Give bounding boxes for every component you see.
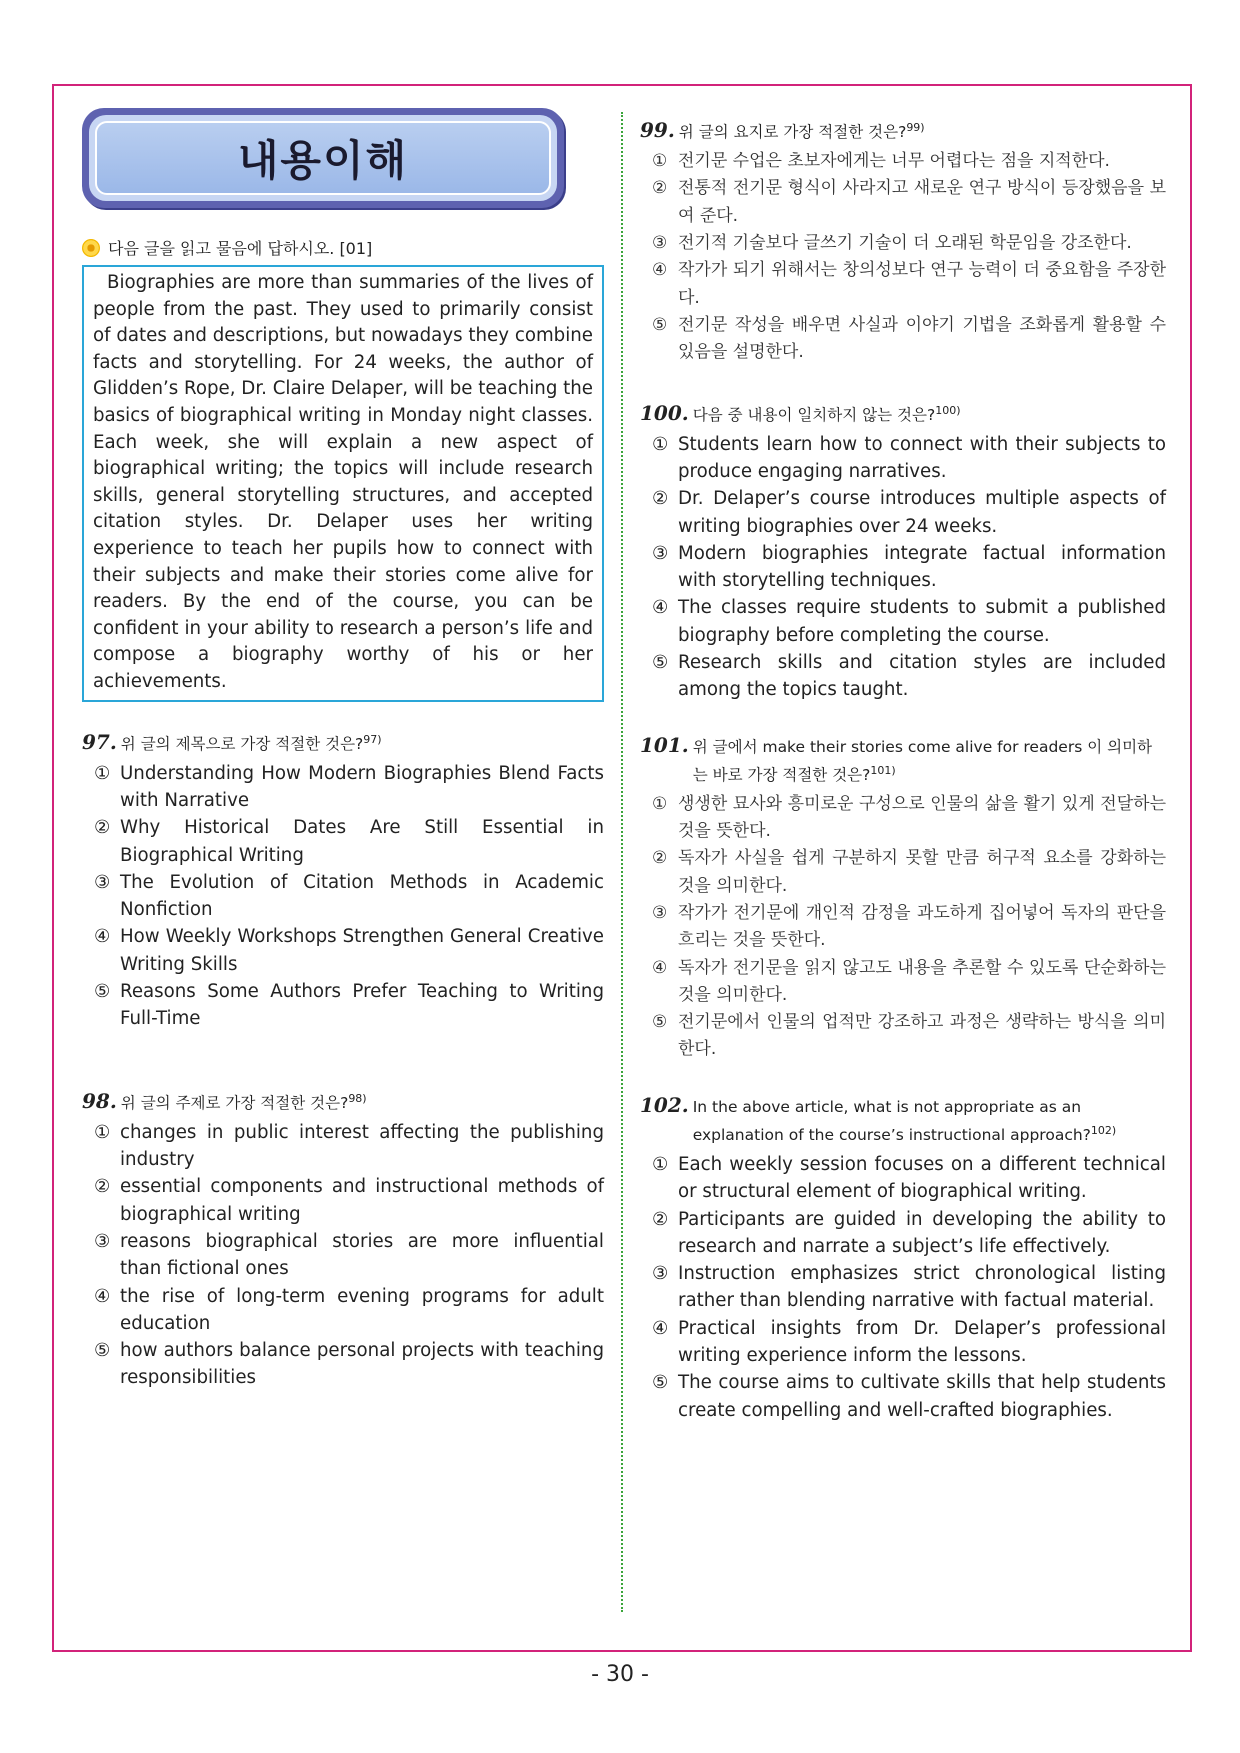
question-number: 102. bbox=[640, 1092, 689, 1117]
question-97 bbox=[82, 728, 604, 1033]
instruction-line bbox=[82, 236, 604, 259]
question-ref: 97) bbox=[363, 732, 382, 746]
option-2[interactable]: ② Dr. Delaper’s course introduces multiple aspects of writing biographies over 24 weeks. bbox=[652, 488, 1166, 537]
question-prompt: 위 글의 주제로 가장 적절한 것은? bbox=[120, 1093, 349, 1112]
instruction-text: 다음 글을 읽고 물음에 답하시오. [01] bbox=[108, 239, 373, 258]
question-prompt: In the above article, what is not appropriate as an explanation of the course’s instructional approach? bbox=[692, 1097, 1091, 1144]
option-1[interactable]: ① changes in public interest affecting the publishing industry bbox=[94, 1121, 604, 1171]
option-4[interactable]: ④ How Weekly Workshops Strengthen General Creative Writing Skills bbox=[94, 926, 604, 975]
option-5[interactable]: ⑤ The course aims to cultivate skills that help students create compelling and well-crafted biographies. bbox=[652, 1372, 1166, 1421]
option-1[interactable]: ① 생생한 묘사와 흥미로운 구성으로 인물의 삶을 활기 있게 전달하는 것을 뜻한다. bbox=[652, 793, 1166, 842]
column-divider bbox=[621, 112, 623, 1612]
right-column bbox=[640, 116, 1166, 1424]
option-5[interactable]: ⑤ 전기문 작성을 배우면 사실과 이야기 기법을 조화롭게 활용할 수 있음을 설명한다. bbox=[652, 314, 1166, 363]
option-2[interactable]: ② Participants are guided in developing the ability to research and narrate a subject’s life effectively. bbox=[652, 1208, 1166, 1257]
question-number: 101. bbox=[640, 732, 689, 757]
section-title: 내용이해 bbox=[237, 136, 409, 185]
question-number: 97. bbox=[82, 729, 117, 754]
question-98 bbox=[82, 1087, 604, 1392]
left-column bbox=[82, 108, 604, 1392]
option-4[interactable]: ④ 독자가 전기문을 읽지 않고도 내용을 추론할 수 있도록 단순화하는 것을 의미한다. bbox=[652, 957, 1166, 1005]
question-prompt: 위 글에서 make their stories come alive for readers 이 의미하는 바로 가장 적절한 것은? bbox=[692, 737, 1153, 784]
option-5[interactable]: ⑤ Research skills and citation styles are included among the topics taught. bbox=[652, 652, 1166, 701]
option-5[interactable]: ⑤ 전기문에서 인물의 업적만 강조하고 과정은 생략하는 방식을 의미한다. bbox=[652, 1012, 1166, 1060]
option-1[interactable]: ① Students learn how to connect with their subjects to produce engaging narratives. bbox=[652, 433, 1166, 482]
section-banner bbox=[82, 108, 564, 208]
option-3[interactable]: ③ The Evolution of Citation Methods in Academic Nonfiction bbox=[94, 871, 604, 921]
option-4[interactable]: ④ 작가가 되기 위해서는 창의성보다 연구 능력이 더 중요함을 주장한다. bbox=[652, 260, 1166, 308]
question-number: 98. bbox=[82, 1088, 117, 1113]
question-number: 99. bbox=[640, 118, 675, 143]
option-1[interactable]: ① Understanding How Modern Biographies Blend Facts with Narrative bbox=[94, 762, 604, 811]
question-ref: 99) bbox=[906, 121, 925, 134]
question-prompt: 위 글의 요지로 가장 적절한 것은? bbox=[678, 123, 907, 142]
question-ref: 101) bbox=[870, 763, 896, 777]
option-5[interactable]: ⑤ Reasons Some Authors Prefer Teaching to Writing Full-Time bbox=[94, 981, 604, 1030]
option-2[interactable]: ② 독자가 사실을 쉽게 구분하지 못할 만큼 허구적 요소를 강화하는 것을 의미한다. bbox=[652, 848, 1166, 896]
option-1[interactable]: ① 전기문 수업은 초보자에게는 너무 어렵다는 점을 지적한다. bbox=[652, 151, 1110, 172]
page-number: - 30 - bbox=[591, 1662, 649, 1687]
question-ref: 102) bbox=[1090, 1123, 1117, 1137]
flower-icon bbox=[82, 239, 100, 257]
option-3[interactable]: ③ reasons biographical stories are more influential than fictional ones bbox=[94, 1230, 604, 1280]
question-prompt: 다음 중 내용이 일치하지 않는 것은? bbox=[692, 405, 936, 424]
option-4[interactable]: ④ Practical insights from Dr. Delaper’s professional writing experience inform the lessons. bbox=[652, 1317, 1166, 1367]
option-3[interactable]: ③ 작가가 전기문에 개인적 감정을 과도하게 집어넣어 독자의 판단을 흐리는 것을 뜻한다. bbox=[652, 903, 1166, 951]
question-ref: 100) bbox=[935, 403, 961, 417]
option-2[interactable]: ② Why Historical Dates Are Still Essential in Biographical Writing bbox=[94, 817, 604, 866]
question-ref: 98) bbox=[348, 1091, 367, 1105]
option-4[interactable]: ④ the rise of long-term evening programs for adult education bbox=[94, 1285, 604, 1334]
question-100 bbox=[640, 399, 1166, 704]
option-2[interactable]: ② essential components and instructional methods of biographical writing bbox=[94, 1176, 604, 1225]
question-99 bbox=[640, 116, 1166, 367]
option-1[interactable]: ① Each weekly session focuses on a different technical or structural element of biographical writing. bbox=[652, 1153, 1166, 1203]
option-3[interactable]: ③ 전기적 기술보다 글쓰기 기술이 더 오래된 학문임을 강조한다. bbox=[652, 233, 1132, 254]
question-102 bbox=[640, 1094, 1166, 1424]
question-number: 100. bbox=[640, 400, 689, 425]
question-101 bbox=[640, 734, 1166, 1064]
option-3[interactable]: ③ Instruction emphasizes strict chronological listing rather than blending narrative with factual material. bbox=[652, 1263, 1166, 1312]
option-2[interactable]: ② 전통적 전기문 형식이 사라지고 새로운 연구 방식이 등장했음을 보여 준다. bbox=[652, 178, 1166, 226]
option-5[interactable]: ⑤ how authors balance personal projects with teaching responsibilities bbox=[94, 1340, 604, 1389]
reading-passage: Biographies are more than summaries of the lives of people from the past. They used to primarily consist of dates and descriptions, but nowadays they combine facts and storytelling. For 24 weeks, the author of Glidden’s Rope, Dr. Claire Delaper, will be teaching the basics of biographical writing in Monday night classes. Each week, she will explain a new aspect of biographical writing; the topics will include research skills, general storytelling structures, and accepted citation styles. Dr. Delaper uses her writing experience to teach her pupils how to connect with their subjects and make their stories come alive for readers. By the end of the course, you can be confident in your ability to research a person’s life and compose a biography worthy of his or her achievements. bbox=[82, 265, 604, 702]
option-4[interactable]: ④ The classes require students to submit a published biography before completing the course. bbox=[652, 597, 1166, 646]
question-prompt: 위 글의 제목으로 가장 적절한 것은? bbox=[120, 734, 364, 753]
option-3[interactable]: ③ Modern biographies integrate factual information with storytelling techniques. bbox=[652, 542, 1166, 592]
